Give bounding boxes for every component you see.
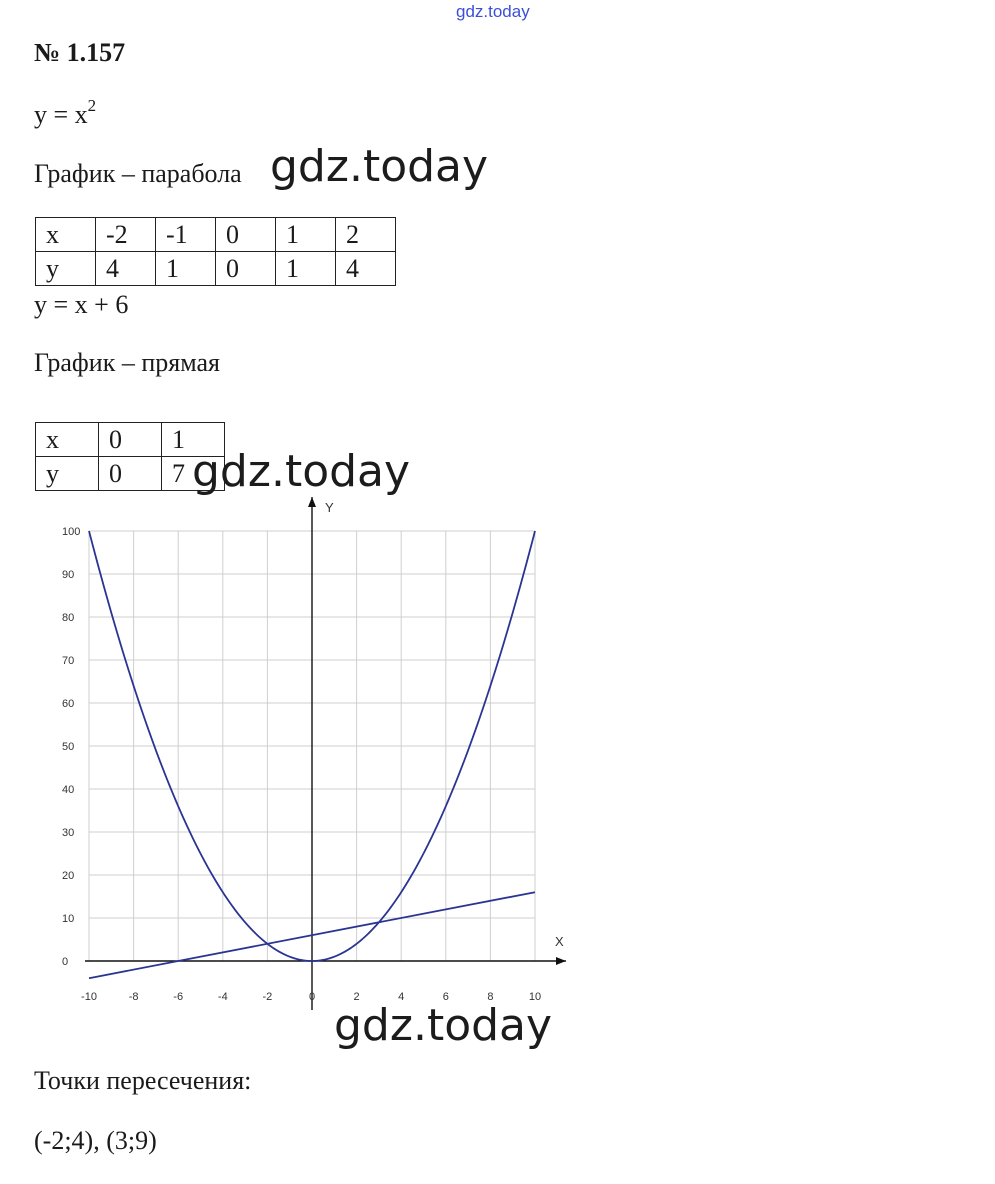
x-axis-arrow — [556, 957, 566, 965]
equation-parabola-base: y = x — [34, 100, 88, 129]
y-tick-label: 40 — [62, 784, 75, 796]
x-tick-label: -4 — [217, 991, 228, 1003]
watermark-2: gdz.today — [192, 446, 411, 497]
problem-title: № 1.157 — [34, 38, 126, 67]
y-tick-label: 20 — [62, 870, 75, 882]
y-axis-label: Y — [325, 500, 334, 515]
graph-line-text: График – прямая — [34, 348, 220, 377]
table1-cell: 2 — [336, 218, 396, 252]
table1-cell: 0 — [216, 252, 276, 286]
table1-cell: 4 — [336, 252, 396, 286]
table2-cell: 0 — [99, 457, 162, 491]
table1-cell: 1 — [276, 252, 336, 286]
x-tick-label: 4 — [398, 991, 405, 1003]
table2-cell: 1 — [162, 423, 225, 457]
table1-header-cell: x — [36, 218, 96, 252]
y-axis-arrow — [308, 497, 316, 507]
x-tick-label: 10 — [528, 991, 542, 1003]
table2-header-cell: y — [36, 457, 99, 491]
table1-cell: 1 — [156, 252, 216, 286]
y-tick-label: 10 — [62, 913, 75, 925]
table2-header-cell: x — [36, 423, 99, 457]
y-tick-label: 90 — [62, 569, 75, 581]
table1-cell: 1 — [276, 218, 336, 252]
x-tick-label: 0 — [308, 991, 316, 1003]
table1-cell: -2 — [96, 218, 156, 252]
x-tick-label: -6 — [173, 991, 184, 1003]
y-tick-label: 30 — [62, 827, 75, 839]
graph-parabola-text: График – парабола — [34, 159, 242, 188]
table1-row — [36, 252, 396, 286]
x-tick-label: 6 — [442, 991, 449, 1003]
y-tick-label: 80 — [62, 612, 75, 624]
watermark-top: gdz.today — [456, 2, 530, 21]
watermark-1: gdz.today — [270, 141, 489, 192]
table1-row — [36, 218, 396, 252]
x-tick-label: -2 — [262, 991, 273, 1003]
x-tick-label: 8 — [487, 991, 494, 1003]
table1-cell: 4 — [96, 252, 156, 286]
table1-cell: 0 — [216, 218, 276, 252]
x-tick-label: 2 — [353, 991, 360, 1003]
watermark-3: gdz.today — [334, 1000, 553, 1051]
y-tick-label: 70 — [62, 655, 75, 667]
function-graph — [0, 490, 995, 1010]
table1-header-cell: y — [36, 252, 96, 286]
x-tick-label: -10 — [81, 991, 97, 1003]
x-tick-label: -8 — [128, 991, 139, 1003]
equation-parabola — [34, 96, 97, 130]
intersections-values: (-2;4), (3;9) — [34, 1126, 157, 1155]
equation-parabola-power: 2 — [87, 96, 97, 115]
x-axis-label: X — [555, 934, 564, 949]
y-tick-label: 50 — [62, 741, 75, 753]
y-tick-label: 0 — [62, 956, 69, 968]
table1-cell: -1 — [156, 218, 216, 252]
equation-line: y = x + 6 — [34, 290, 129, 319]
y-tick-label: 60 — [62, 698, 75, 710]
table2-cell: 7 — [162, 457, 225, 491]
values-table-parabola — [35, 217, 396, 286]
intersections-label: Точки пересечения: — [34, 1066, 252, 1095]
y-tick-label: 100 — [62, 526, 81, 538]
table2-cell: 0 — [99, 423, 162, 457]
